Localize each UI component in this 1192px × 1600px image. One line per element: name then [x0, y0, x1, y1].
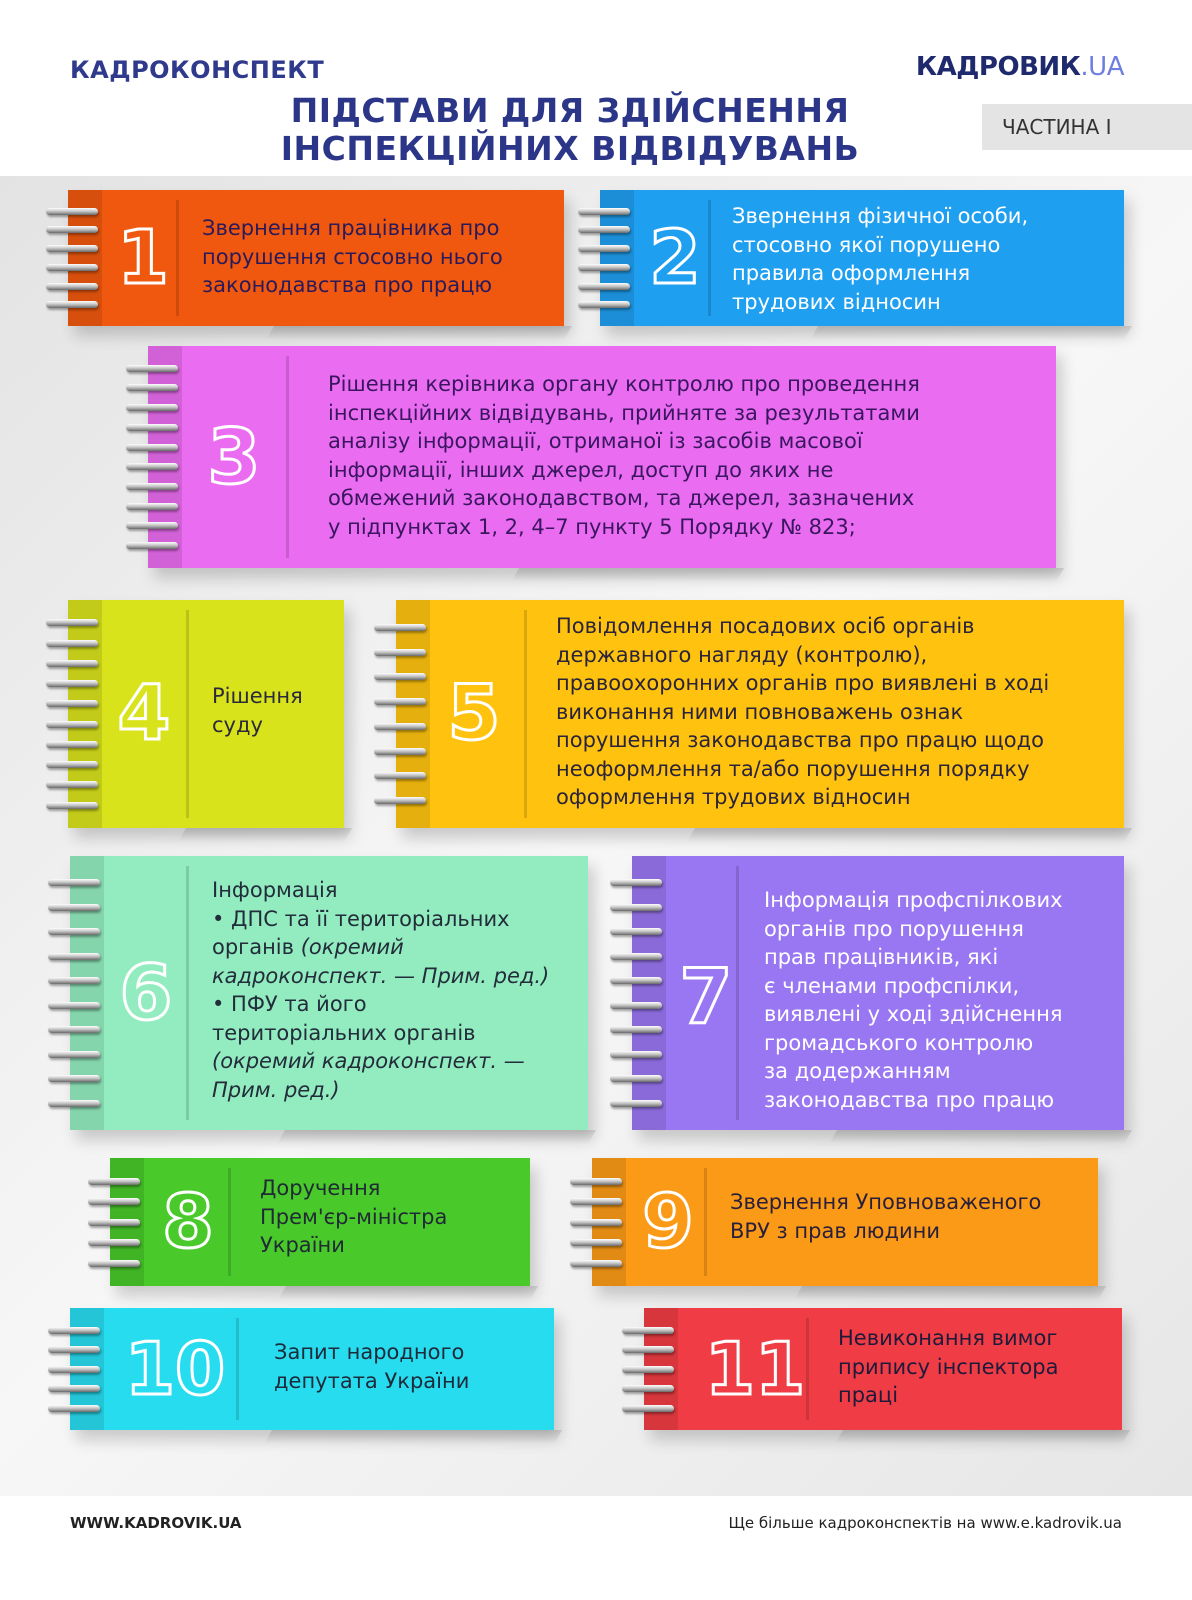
card-divider: [286, 356, 289, 558]
card-divider: [524, 610, 527, 818]
kicker-label: КАДРОКОНСПЕКТ: [70, 56, 325, 84]
part-label: ЧАСТИНА І: [982, 104, 1192, 150]
card-divider: [228, 1168, 231, 1276]
text-line: Звернення Уповноваженого: [730, 1190, 1042, 1214]
text-line: виконання ними повноважень ознак: [556, 699, 964, 724]
spiral-binding: [570, 1164, 626, 1280]
title-line-2: ІНСПЕКЦІЙНИХ ВІДВІДУВАНЬ: [280, 129, 860, 168]
spiral-binding: [578, 196, 634, 320]
text-line: аналізу інформації, отриманої із засобів масової: [328, 429, 863, 453]
card-number: 8: [162, 1179, 214, 1265]
card-divider: [236, 1318, 239, 1420]
text-line: законодавства про працю: [764, 1087, 1055, 1112]
card-11: [644, 1308, 1122, 1430]
spiral-binding: [374, 606, 430, 822]
text-line: за додержанням: [764, 1059, 951, 1083]
text-line: Рішення керівника органу контролю про проведення: [328, 372, 920, 396]
card-5: [396, 600, 1124, 828]
text-line: інспекційних відвідувань, прийняте за результатами: [328, 400, 920, 425]
card-number: 7: [679, 952, 733, 1041]
card-number: 5: [447, 668, 501, 757]
card-text: [764, 886, 1063, 1114]
card-text: [730, 1188, 1041, 1245]
card-number: 11: [704, 1327, 806, 1411]
text-line: депутата України: [274, 1368, 470, 1393]
text-line-italic: (окремий кадроконспект. —: [212, 1049, 525, 1073]
card-text: [556, 612, 1049, 812]
text-line: оформлення трудових відносин: [556, 785, 911, 809]
card-10: [70, 1308, 554, 1430]
card-1: [68, 190, 564, 326]
card-number: 6: [119, 948, 173, 1037]
card-6: [70, 856, 588, 1130]
text-line: державного нагляду (контролю),: [556, 642, 928, 667]
text-line: Повідомлення посадових осіб органів: [556, 614, 975, 638]
text-line: Звернення фізичної особи,: [732, 204, 1029, 228]
card-divider: [704, 1168, 707, 1276]
card-text: [212, 876, 549, 1104]
card-3: [148, 346, 1056, 568]
card-2: [600, 190, 1124, 326]
card-text: [838, 1324, 1058, 1410]
text-segment: органів: [212, 935, 295, 959]
text-line: Прем'єр-міністра: [260, 1204, 448, 1229]
text-line: є членами профспілки,: [764, 973, 1020, 998]
text-line: порушення законодавства про працю щодо: [556, 728, 1045, 752]
text-line: • ПФУ та його: [212, 992, 367, 1016]
card-8: [110, 1158, 530, 1286]
spiral-binding: [48, 862, 104, 1124]
card-4: [68, 600, 344, 828]
card-text: [732, 202, 1028, 316]
text-segment-italic: (окремий: [300, 935, 404, 959]
text-line: праці: [838, 1383, 899, 1407]
card-divider: [806, 1318, 809, 1420]
text-line: ВРУ з прав людини: [730, 1218, 941, 1243]
text-line: стосовно якої порушено: [732, 232, 1001, 257]
card-divider: [736, 866, 739, 1120]
card-text: [274, 1338, 469, 1395]
text-line: • ДПС та її територіальних: [212, 906, 510, 931]
card-9: [592, 1158, 1098, 1286]
spiral-binding: [88, 1164, 144, 1280]
brand-main: КАДРОВИК: [915, 52, 1081, 82]
text-line-italic: Прим. ред.): [212, 1077, 340, 1102]
card-number: 1: [117, 215, 169, 301]
spiral-binding: [46, 196, 102, 320]
text-line: трудових відносин: [732, 289, 941, 314]
page-title: [200, 92, 940, 168]
card-divider: [708, 200, 711, 316]
text-line: прав працівників, які: [764, 945, 999, 969]
text-line: обмежений законодавством, та джерел, зазначених: [328, 486, 915, 510]
text-line: Інформація: [212, 878, 338, 902]
spiral-binding: [46, 606, 102, 822]
text-line: у підпунктах 1, 2, 4–7 пункту 5 Порядку № 823;: [328, 514, 856, 539]
spiral-binding: [126, 352, 182, 562]
text-line: територіальних органів: [212, 1020, 476, 1045]
text-line: Звернення працівника про: [202, 216, 500, 240]
text-line: порушення стосовно нього: [202, 244, 503, 269]
text-line: правоохоронних органів про виявлені в ході: [556, 671, 1050, 695]
text-line: громадського контролю: [764, 1030, 1034, 1055]
text-line: виявлені у ході здійснення: [764, 1002, 1063, 1026]
card-number: 3: [207, 412, 261, 501]
brand-suffix: .UA: [1080, 52, 1124, 82]
card-text: [202, 214, 503, 300]
card-number: 10: [124, 1327, 226, 1411]
card-text: [260, 1174, 447, 1260]
spiral-binding: [622, 1314, 678, 1424]
text-line: Доручення: [260, 1176, 381, 1200]
header: [0, 0, 1192, 176]
card-number: 9: [642, 1179, 694, 1265]
spiral-binding: [610, 862, 666, 1124]
text-line: Інформація профспілкових: [764, 888, 1063, 912]
card-divider: [186, 610, 189, 818]
text-line: припису інспектора: [838, 1354, 1059, 1379]
text-line: Рішення: [212, 684, 303, 708]
card-number: 4: [117, 668, 171, 757]
text-line: органів про порушення: [764, 916, 1024, 941]
text-line: неоформлення та/або порушення порядку: [556, 756, 1030, 781]
footer-site-link[interactable]: WWW.KADROVIK.UA: [70, 1514, 242, 1532]
card-number: 2: [649, 215, 701, 301]
text-line: Запит народного: [274, 1340, 465, 1364]
card-divider: [176, 200, 179, 316]
text-line: суду: [212, 712, 263, 737]
card-text: [212, 682, 303, 739]
footer: [0, 1496, 1192, 1600]
cards-area: [0, 176, 1192, 1496]
card-7: [632, 856, 1124, 1130]
text-line: України: [260, 1233, 345, 1257]
card-text: [328, 370, 920, 541]
footer-more-text: Ще більше кадроконспектів на www.e.kadrovik.ua: [728, 1514, 1122, 1532]
title-line-1: ПІДСТАВИ ДЛЯ ЗДІЙСНЕННЯ: [290, 91, 850, 130]
text-line: законодавства про працю: [202, 273, 493, 297]
text-line: правила оформлення: [732, 261, 971, 285]
text-line: [212, 933, 549, 962]
text-line-italic: кадроконспект. — Прим. ред.): [212, 963, 550, 988]
text-line: інформації, інших джерел, доступ до яких не: [328, 457, 834, 482]
card-divider: [186, 866, 189, 1120]
text-line: Невиконання вимог: [838, 1326, 1058, 1350]
spiral-binding: [48, 1314, 104, 1424]
brand-logo: [916, 52, 1124, 82]
